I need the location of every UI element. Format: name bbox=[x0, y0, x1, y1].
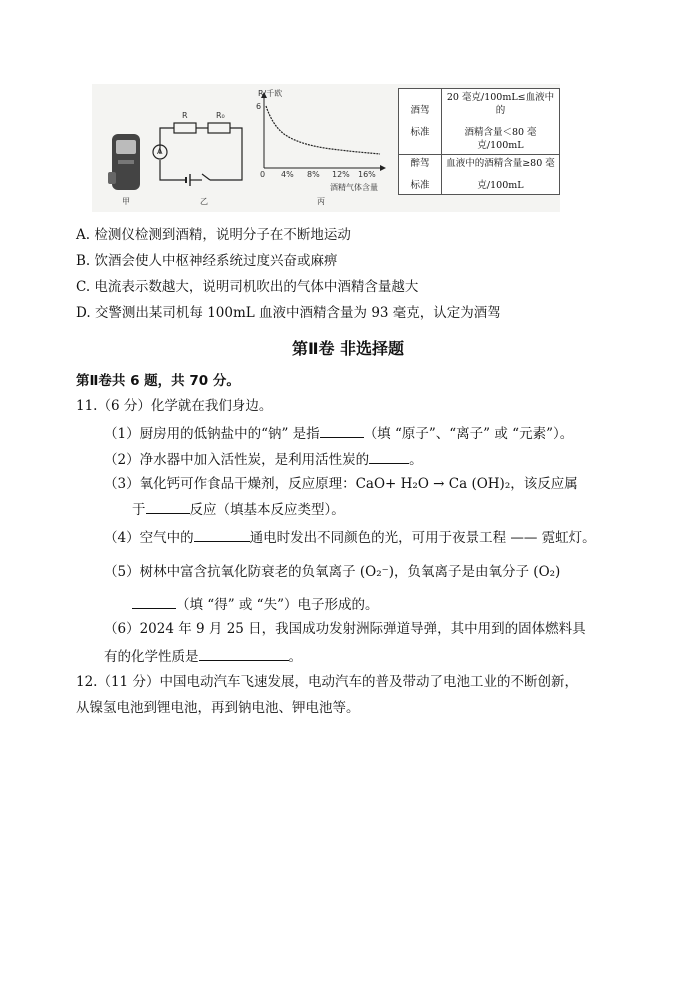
q11-part6: （6）2024 年 9 月 25 日，我国成功发射洲际弹道导弹，其中用到的固体燃料具 bbox=[104, 621, 586, 637]
label-R: R bbox=[182, 111, 188, 120]
section-title: 第Ⅱ卷 非选择题 bbox=[291, 339, 405, 358]
answer-blank-2[interactable] bbox=[369, 449, 409, 464]
q11-part3: （3）氧化钙可作食品干燥剂，反应原理：CaO+ H₂O → Ca (OH)₂，该反应属 bbox=[104, 476, 578, 492]
graph-xlabel: 酒精气体含量 bbox=[330, 183, 378, 192]
option-a: A. 检测仪检测到酒精，说明分子在不断地运动 bbox=[76, 227, 351, 243]
label-R0: R₀ bbox=[216, 111, 225, 120]
label-jia: 甲 bbox=[122, 197, 130, 206]
option-c: C. 电流表示数越大，说明司机吹出的气体中酒精含量越大 bbox=[76, 279, 419, 295]
resistance-graph bbox=[250, 90, 390, 180]
table-head-drunk-driving: 醉驾 标准 bbox=[399, 155, 442, 195]
q11-part5-cont: （填 “得” 或 “失”）电子形成的。 bbox=[132, 594, 378, 614]
q11-part5: （5）树林中富含抗氧化防衰老的负氧离子 (O₂⁻)，负氧离子是由氧分子 (O₂) bbox=[104, 564, 561, 580]
label-yi: 乙 bbox=[200, 197, 208, 206]
q11-stem: 11.（6 分）化学就在我们身边。 bbox=[76, 398, 273, 414]
breathalyzer-device-image bbox=[104, 132, 148, 194]
q11-part2: （2）净水器中加入活性炭，是利用活性炭的 。 bbox=[104, 449, 423, 469]
graph-xtick-2: 8% bbox=[307, 170, 320, 179]
answer-blank-1[interactable] bbox=[320, 423, 364, 438]
option-d: D. 交警测出某司机每 100mL 血液中酒精含量为 93 毫克，认定为酒驾 bbox=[76, 305, 501, 321]
q11-part3-cont: 于 反应（填基本反应类型）。 bbox=[132, 499, 345, 519]
table-value-drunk-driving: 血液中的酒精含量≥80 毫 克/100mL bbox=[442, 155, 560, 195]
q11-part6-cont: 有的化学性质是 。 bbox=[104, 646, 302, 666]
table-head-drink-driving: 酒驾 标准 bbox=[399, 89, 442, 155]
q11-part1: （1）厨房用的低钠盐中的“钠” 是指 （填 “原子”、“离子” 或 “元素”）。 bbox=[104, 423, 573, 443]
resistance-curve bbox=[266, 106, 380, 154]
drunk-driving-standards-table bbox=[398, 88, 560, 195]
circuit-diagram bbox=[150, 108, 250, 188]
label-ammeter: A bbox=[157, 147, 163, 156]
section-note: 第Ⅱ卷共 6 题，共 70 分。 bbox=[76, 373, 240, 389]
q12-line1: 12.（11 分）中国电动汽车飞速发展，电动汽车的普及带动了电池工业的不断创新， bbox=[76, 674, 578, 690]
graph-xtick-1: 4% bbox=[281, 170, 294, 179]
q12-line2: 从镍氢电池到锂电池，再到钠电池、钾电池等。 bbox=[76, 700, 360, 716]
table-value-drink-driving: 20 毫克/100mL≤血液中的 酒精含量＜80 毫克/100mL bbox=[442, 89, 560, 155]
graph-ylabel: R/千欧 bbox=[258, 89, 283, 98]
answer-blank-4[interactable] bbox=[194, 527, 250, 542]
graph-xtick-3: 12% bbox=[332, 170, 350, 179]
graph-xtick-4: 16% bbox=[358, 170, 376, 179]
q11-part4: （4）空气中的 通电时发出不同颜色的光，可用于夜景工程 —— 霓虹灯。 bbox=[104, 527, 596, 547]
answer-blank-5[interactable] bbox=[132, 594, 176, 609]
graph-xtick-0: 0 bbox=[260, 170, 266, 179]
answer-blank-6[interactable] bbox=[199, 646, 289, 661]
answer-blank-3[interactable] bbox=[146, 499, 190, 514]
option-b: B. 饮酒会使人中枢神经系统过度兴奋或麻痹 bbox=[76, 253, 338, 269]
graph-ytick: 6 bbox=[256, 102, 262, 111]
label-bing: 丙 bbox=[317, 197, 325, 206]
